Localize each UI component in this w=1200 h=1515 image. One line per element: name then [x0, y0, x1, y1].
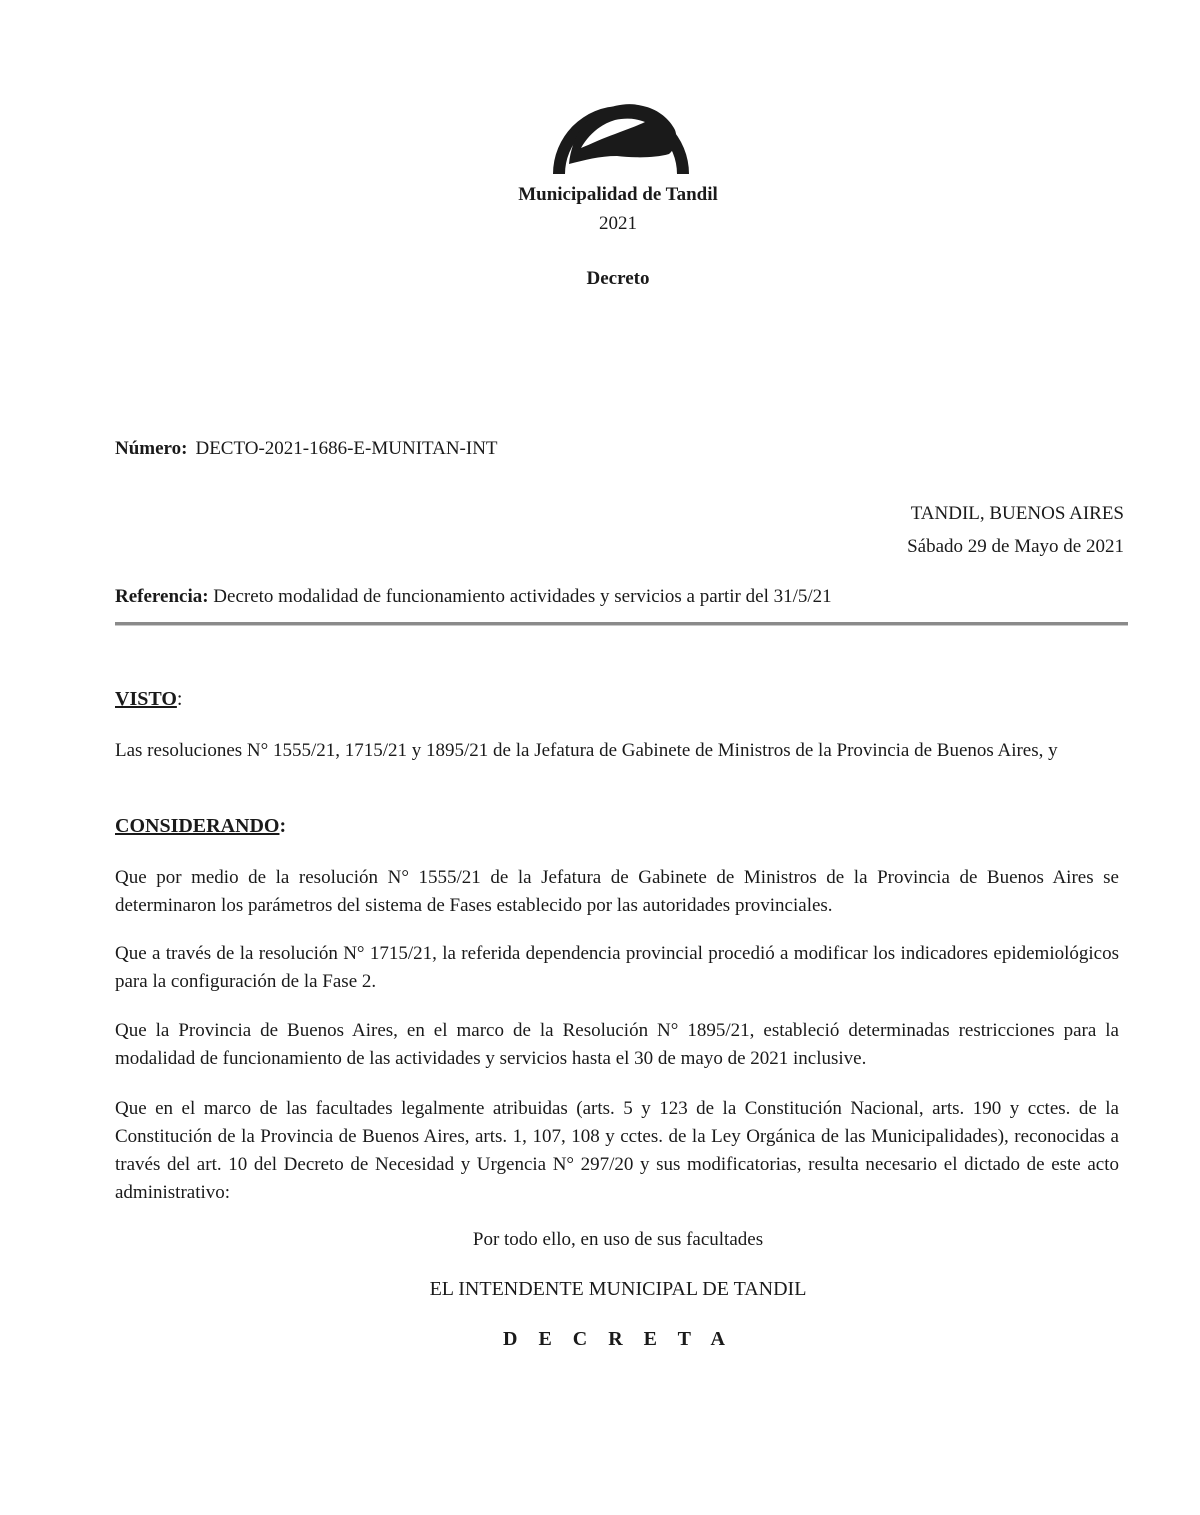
considerando-paragraph: Que en el marco de las facultades legalmente atribuidas (arts. 5 y 123 de la Constitución Nacional, arts. 190 y cctes. de la Constitución de la Provincia de Buenos Aires, arts. 1, 107, 108 y cctes. de la Ley Orgánica de las Municipalidades), reconocidas a través del art. 10 del Decreto de Necesidad y Urgencia N° 297/20 y sus modificatorias, resulta necesario el dictado de este acto administrativo: — [115, 1098, 1119, 1203]
document-type: Decreto — [586, 268, 650, 289]
visto-paragraph: Las resoluciones N° 1555/21, 1715/21 y 1895/21 de la Jefatura de Gabinete de Ministros de la Provincia de Buenos Aires, y — [115, 740, 1058, 761]
considerando-heading — [115, 815, 286, 838]
visto-heading-text: VISTO — [115, 688, 177, 710]
visto-heading — [115, 688, 182, 711]
date-line: Sábado 29 de Mayo de 2021 — [907, 536, 1124, 557]
document-number — [115, 438, 498, 460]
considerando-heading-text: CONSIDERANDO — [115, 815, 280, 837]
document-year: 2021 — [599, 213, 637, 234]
considerando-paragraph: Que la Provincia de Buenos Aires, en el marco de la Resolución N° 1895/21, estableció determinadas restricciones para la modalidad de funcionamiento de las actividades y servicios hasta el 30 de mayo de 2021 inclusive. — [115, 1020, 1119, 1069]
reference-line — [115, 586, 832, 608]
considerando-heading-colon: : — [279, 815, 287, 837]
considerando-paragraph: Que a través de la resolución N° 1715/21, la referida dependencia provincial procedió a modificar los indicadores epidemiológicos para la configuración de la Fase 2. — [115, 943, 1119, 992]
closing-phrase: Por todo ello, en uso de sus facultades — [472, 1229, 764, 1250]
place-and-date — [907, 497, 1124, 563]
visto-heading-colon: : — [176, 688, 183, 710]
city-line: TANDIL, BUENOS AIRES — [910, 503, 1124, 524]
municipality-title: Municipalidad de Tandil — [518, 184, 718, 205]
number-value: DECTO-2021-1686-E-MUNITAN-INT — [195, 438, 498, 459]
intendente-heading: EL INTENDENTE MUNICIPAL DE TANDIL — [429, 1278, 807, 1300]
decreta-heading: D E C R E T A — [503, 1328, 733, 1350]
number-label: Número: — [115, 438, 188, 459]
reference-label: Referencia: — [115, 586, 209, 607]
municipal-logo-icon — [545, 78, 697, 178]
considerando-paragraph: Que por medio de la resolución N° 1555/21 de la Jefatura de Gabinete de Ministros de la Provincia de Buenos Aires se determinaron los parámetros del sistema de Fases establecido por las autoridades provinciales. — [115, 867, 1119, 916]
reference-value: Decreto modalidad de funcionamiento actividades y servicios a partir del 31/5/21 — [213, 586, 832, 607]
header-divider — [115, 622, 1128, 626]
